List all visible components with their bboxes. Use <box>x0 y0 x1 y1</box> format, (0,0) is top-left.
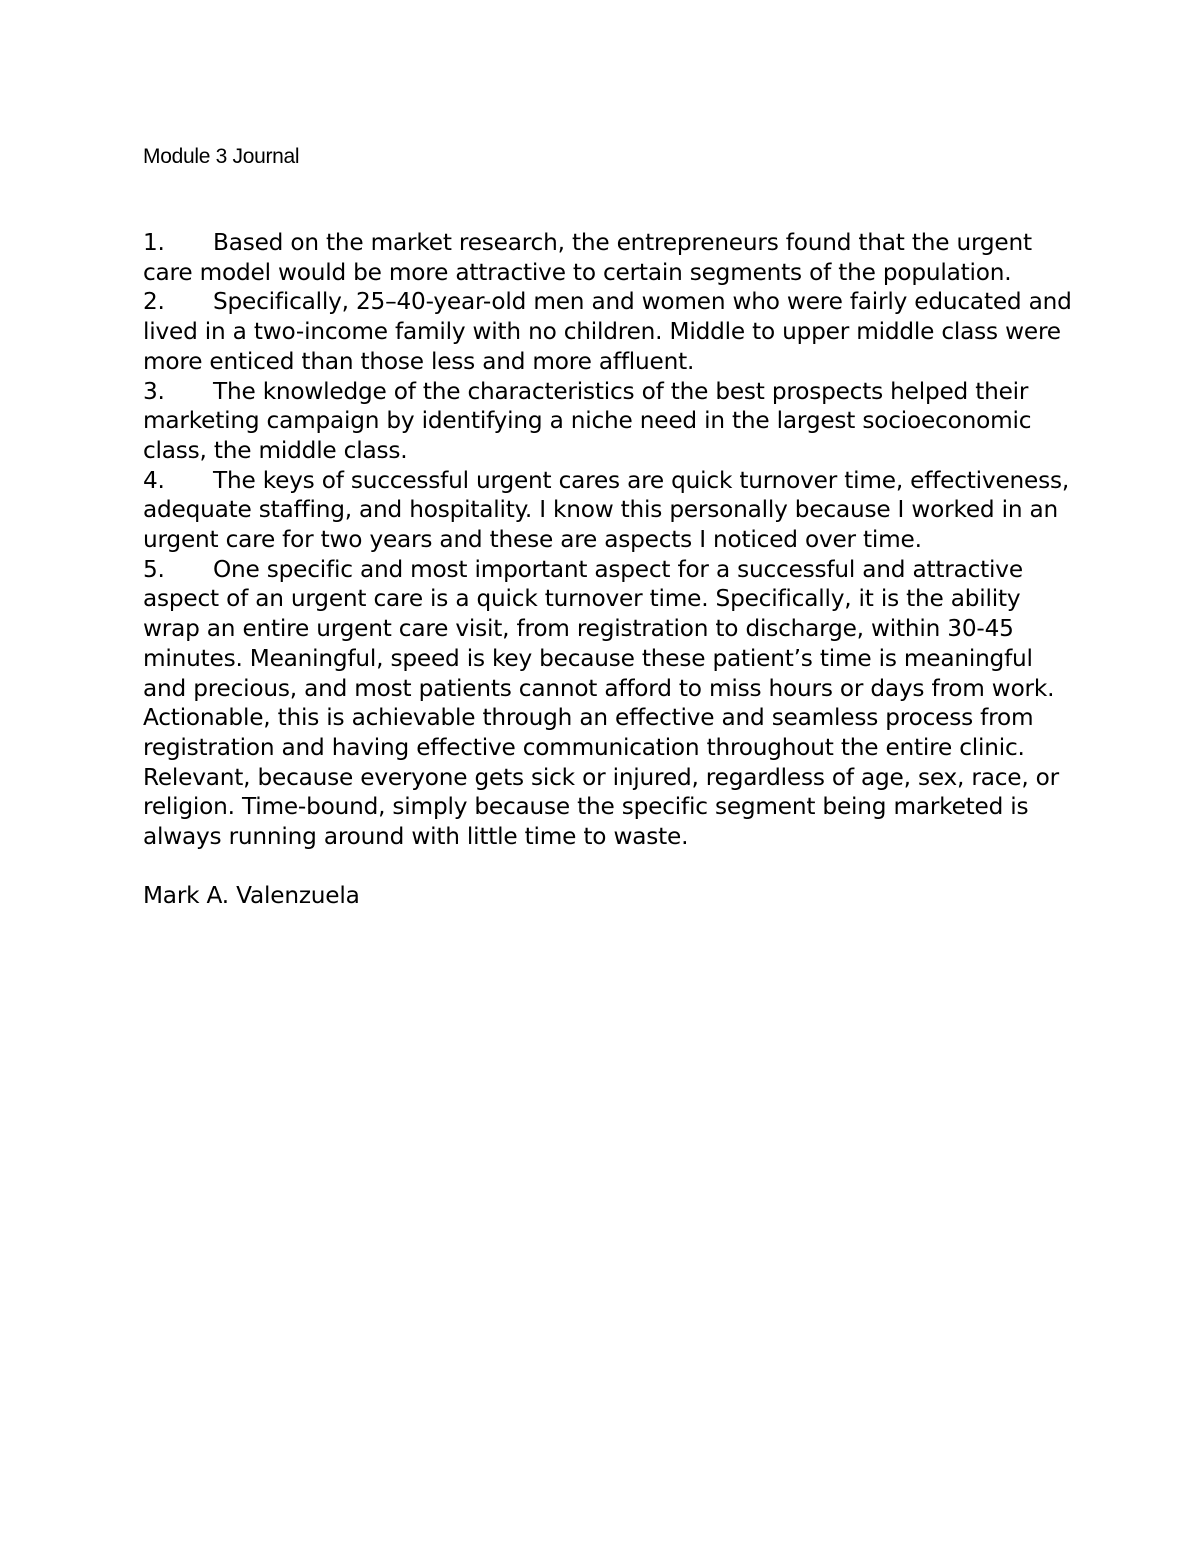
list-item-number: 3. <box>143 377 165 405</box>
list-item-text: One specific and most important aspect for a successful and attractive aspect of an urgent care is a quick turnover time. Specifically, it is the ability wrap an entire urgent care visit, from registration to discharge, within 30-45 minutes. Meaningful, speed is key because these patient’s time is meaningful and precious, and most patients cannot afford to miss hours or days from work. Actionable, this is achievable through an effective and seamless process from registration and having effective communication throughout the entire clinic. Relevant, because everyone gets sick or injured, regardless of age, sex, race, or religion. Time-bound, simply because the specific segment being marketed is always running around with little time to waste. <box>143 555 1059 851</box>
document-title: Module 3 Journal <box>143 145 300 168</box>
list-item-number: 1. <box>143 229 165 256</box>
list-item <box>143 377 1073 466</box>
journal-list <box>143 228 1073 852</box>
list-item-text: The knowledge of the characteristics of the best prospects helped their marketing campaign by identifying a niche need in the largest socioeconomic class, the middle class. <box>143 377 1032 464</box>
document-body <box>143 228 1073 911</box>
author-signature: Mark A. Valenzuela <box>143 882 360 910</box>
list-item-text: The keys of successful urgent cares are quick turnover time, effectiveness, adequate staffing, and hospitality. I know this personally because I worked in an urgent care for two years and these are aspects I noticed over time. <box>143 466 1070 554</box>
list-item-text: Based on the market research, the entrepreneurs found that the urgent care model would be more attractive to certain segments of the population. <box>143 229 1032 286</box>
list-item <box>143 466 1073 555</box>
list-item <box>143 555 1073 852</box>
list-item-text: Specifically, 25–40-year-old men and women who were fairly educated and lived in a two-income family with no children. Middle to upper middle class were more enticed than those less and more affluent. <box>143 288 1072 375</box>
list-item-number: 5. <box>143 555 165 583</box>
list-item <box>143 287 1073 376</box>
list-item <box>143 228 1073 287</box>
list-item-number: 2. <box>143 288 165 316</box>
list-item-number: 4. <box>143 466 165 494</box>
